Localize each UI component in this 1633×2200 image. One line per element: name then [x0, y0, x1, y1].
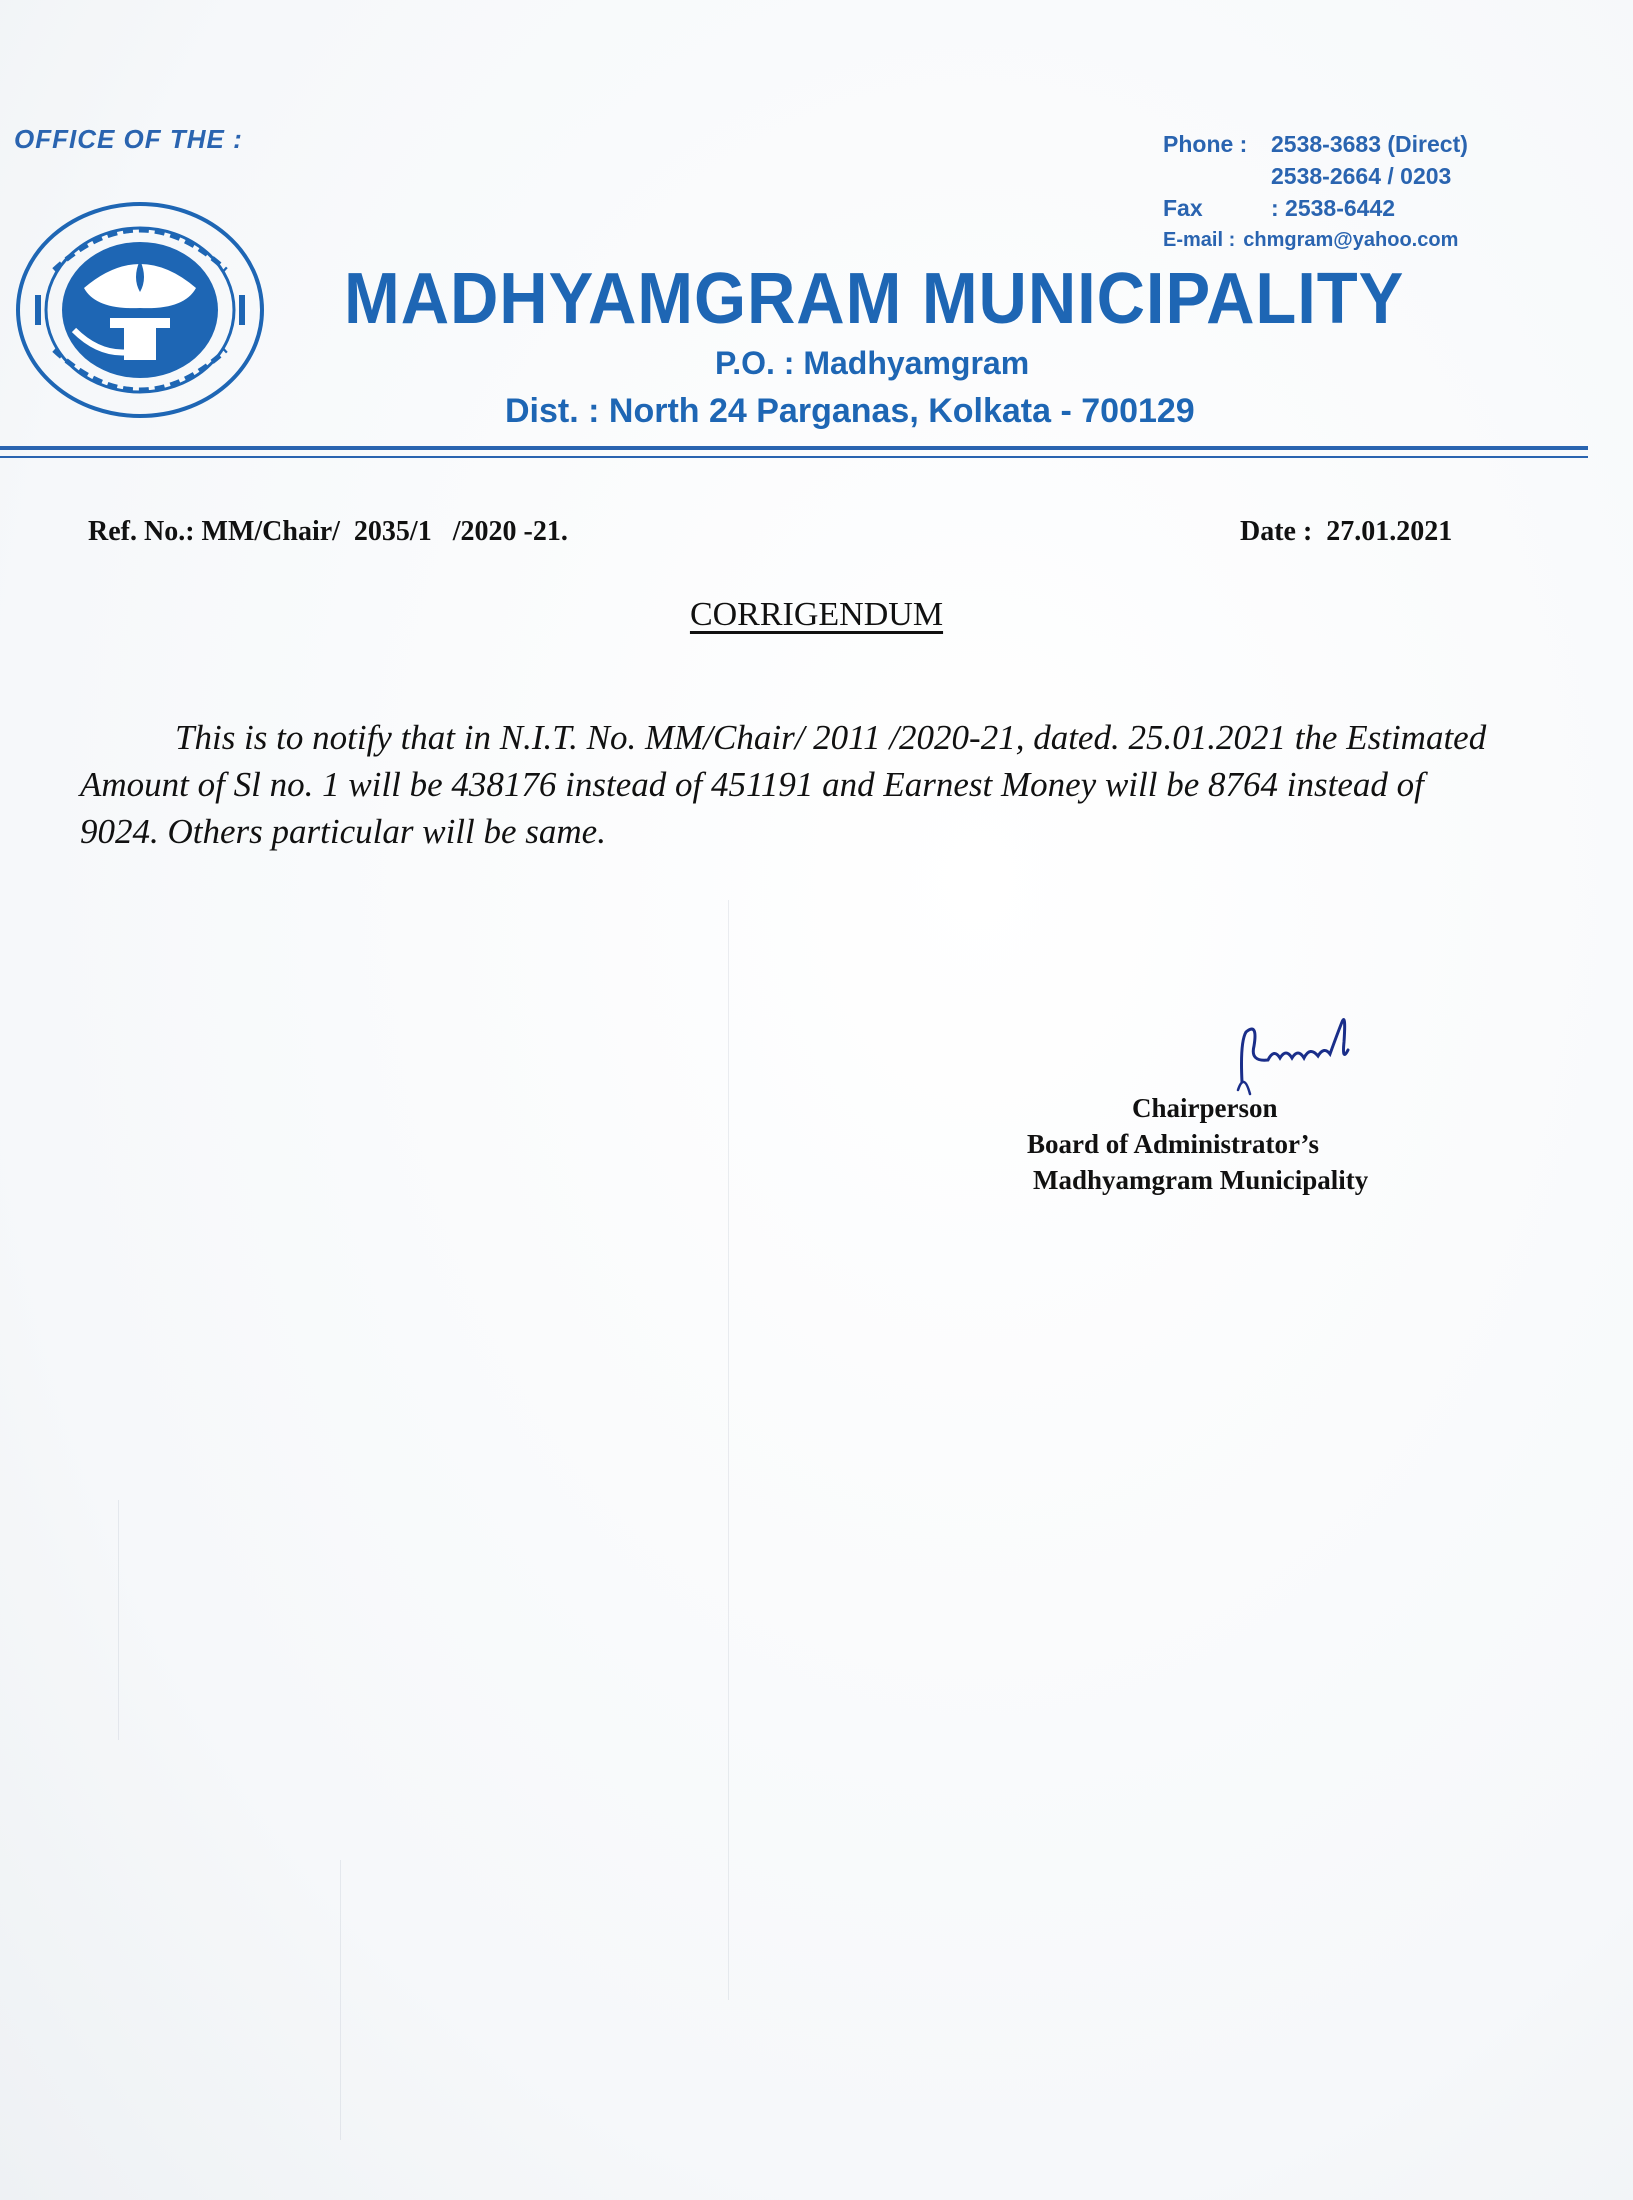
email-value: chmgram@yahoo.com	[1243, 229, 1459, 251]
email-label: E-mail :	[1163, 229, 1236, 251]
paper-crease	[118, 1500, 119, 1740]
municipality-seal-logo	[14, 200, 266, 420]
district-line: Dist. : North 24 Parganas, Kolkata - 700129	[505, 392, 1195, 430]
letterhead-divider	[0, 446, 1588, 450]
phone-row	[1163, 128, 1468, 160]
paper-crease	[728, 900, 729, 2000]
po-line: P.O. : Madhyamgram	[715, 345, 1030, 381]
notice-body-text: This is to notify that in N.I.T. No. MM/Chair/ 2011 /2020-21, dated. 25.01.2021 the Estimated Amount of Sl no. 1 will be 438176 instead of 451191 and Earnest Money will be 8764 instead of 9024. Others particular will be same.	[80, 718, 1487, 851]
org-name-title: MADHYAMGRAM MUNICIPALITY	[344, 259, 1405, 339]
signatory-organization: Madhyamgram Municipality	[1033, 1165, 1369, 1195]
fax-row	[1163, 192, 1468, 224]
reference-number: Ref. No.: MM/Chair/ 2035/1 /2020 -21.	[88, 516, 568, 547]
signatory-block	[1027, 1090, 1368, 1198]
paper-crease	[340, 1860, 341, 2140]
document-heading	[0, 596, 1633, 634]
phone-value-1: 2538-3683 (Direct)	[1271, 131, 1468, 157]
office-label: OFFICE OF THE :	[14, 124, 243, 154]
phone-value-2: 2538-2664 / 0203	[1271, 163, 1452, 189]
signatory-board: Board of Administrator’s	[1027, 1129, 1319, 1159]
letterhead-divider-thin	[0, 456, 1588, 458]
fax-value: : 2538-6442	[1271, 195, 1396, 221]
notice-body	[80, 714, 1500, 855]
phone-label: Phone :	[1163, 131, 1248, 157]
phone-row-2	[1163, 160, 1468, 192]
signatory-title: Chairperson	[1132, 1093, 1278, 1123]
email-row	[1163, 224, 1468, 256]
handwritten-signature	[1228, 1002, 1368, 1102]
fax-label: Fax	[1163, 195, 1203, 221]
heading-text: CORRIGENDUM	[689, 596, 944, 633]
contact-block	[1163, 128, 1468, 256]
document-date: Date : 27.01.2021	[1240, 516, 1453, 547]
